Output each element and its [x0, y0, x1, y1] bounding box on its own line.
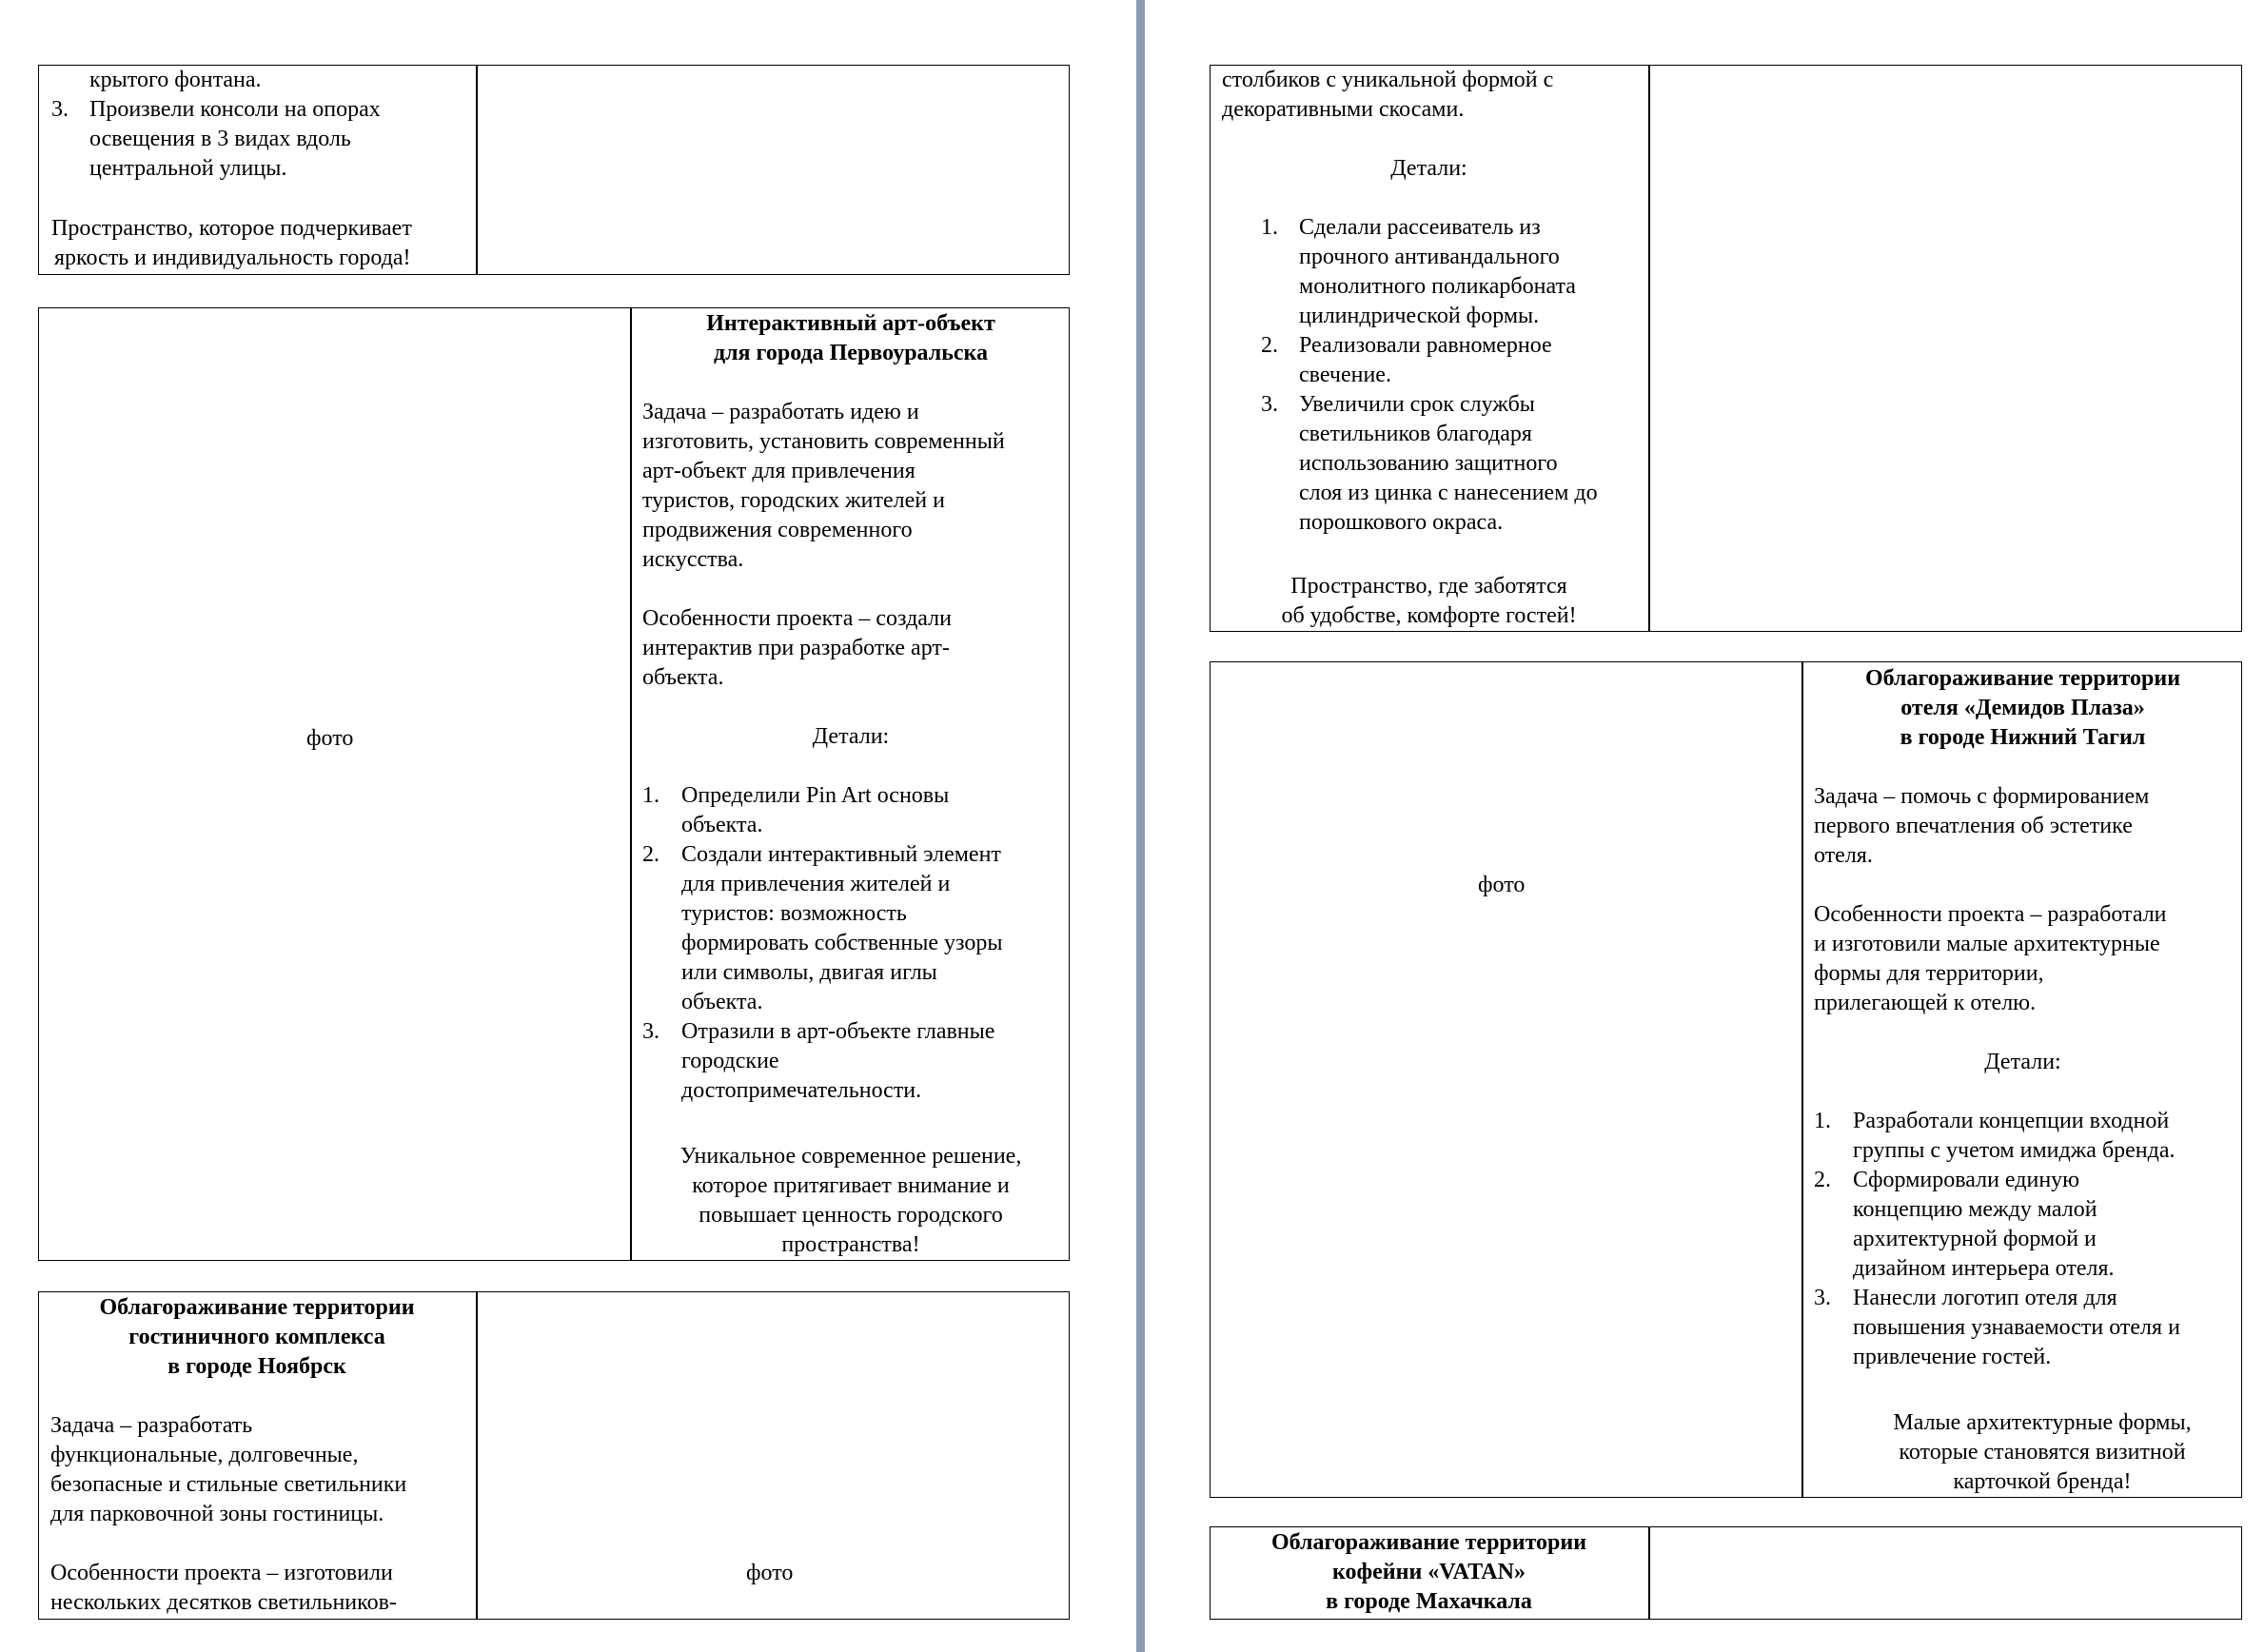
list-item-line: Создали интерактивный элемент: [681, 842, 1001, 867]
list-item-line: для привлечения жителей и: [681, 872, 951, 896]
table-2-divider: [630, 307, 632, 1261]
list-item-line: туристов: возможность: [681, 901, 907, 926]
task-line: первого впечатления об эстетике: [1814, 814, 2133, 838]
closing-line: которые становятся визитной: [1899, 1440, 2186, 1465]
list-number: 3.: [642, 1019, 660, 1044]
features-line: и изготовили малые архитектурные: [1814, 932, 2160, 956]
closing-line: Пространство, которое подчеркивает: [51, 216, 412, 241]
project-title: Облагораживание территории: [1270, 1530, 1587, 1555]
page-divider: [1136, 0, 1145, 1652]
list-item-line: свечение.: [1299, 363, 1391, 387]
features-line: нескольких десятков светильников-: [50, 1590, 397, 1615]
table-6-divider: [1648, 1526, 1650, 1620]
list-item-line: дизайном интерьера отеля.: [1853, 1256, 2115, 1281]
table-1-divider: [476, 65, 478, 275]
project-title: кофейни «VATAN»: [1332, 1560, 1526, 1584]
task-line: туристов, городских жителей и: [642, 488, 945, 513]
list-number: 2.: [642, 842, 660, 867]
task-line: арт-объект для привлечения: [642, 459, 915, 483]
list-item-line: Реализовали равномерное: [1299, 333, 1552, 358]
list-item-line: группы с учетом имиджа бренда.: [1853, 1138, 2175, 1163]
task-line: отеля.: [1814, 843, 1873, 868]
details-label: Детали:: [1390, 156, 1467, 181]
text-line: крытого фонтана.: [89, 68, 262, 92]
features-line: Особенности проекта – создали: [642, 606, 952, 631]
closing-line: повышает ценность городского: [699, 1203, 1003, 1228]
project-title: Облагораживание территории: [99, 1295, 415, 1320]
list-item-line: Увеличили срок службы: [1299, 392, 1535, 417]
list-item-line: Отразили в арт-объекте главные: [681, 1019, 995, 1044]
photo-placeholder: фото: [746, 1561, 794, 1585]
list-item-line: Определили Pin Art основы: [681, 783, 950, 808]
list-number: 2.: [1814, 1168, 1831, 1192]
text-line: Произвели консоли на опорах: [89, 97, 381, 122]
table-3-divider: [476, 1291, 478, 1620]
features-line: интерактив при разработке арт-: [642, 636, 950, 660]
list-item-line: достопримечательности.: [681, 1078, 922, 1103]
text-line: столбиков с уникальной формой с: [1222, 68, 1554, 92]
list-item-line: порошкового окраса.: [1299, 510, 1504, 535]
closing-line: пространства!: [781, 1232, 920, 1257]
list-number: 3.: [1814, 1286, 1831, 1310]
list-number: 2.: [1261, 333, 1278, 358]
project-title: в городе Махачкала: [1326, 1589, 1532, 1614]
list-item-line: повышения узнаваемости отеля и: [1853, 1315, 2180, 1340]
task-line: Задача – разработать идею и: [642, 400, 919, 424]
project-title: Облагораживание территории: [1864, 666, 2181, 691]
features-line: Особенности проекта – разработали: [1814, 902, 2167, 927]
list-item-line: объекта.: [681, 813, 763, 837]
project-title: для города Первоуральска: [713, 341, 989, 365]
features-line: формы для территории,: [1814, 961, 2044, 986]
project-title: отеля «Демидов Плаза»: [1900, 696, 2145, 720]
list-item-line: Разработали концепции входной: [1853, 1109, 2170, 1133]
task-line: искусства.: [642, 547, 744, 572]
text-line: центральной улицы.: [89, 156, 287, 181]
task-line: изготовить, установить современный: [642, 429, 1005, 454]
task-line: Задача – помочь с формированием: [1814, 784, 2150, 809]
text-line: освещения в 3 видах вдоль: [89, 127, 351, 151]
list-item-line: слоя из цинка с нанесением до: [1299, 481, 1598, 505]
list-item-line: объекта.: [681, 990, 763, 1014]
features-line: прилегающей к отелю.: [1814, 991, 2037, 1015]
list-number: 3.: [51, 97, 69, 122]
list-item-line: светильников благодаря: [1299, 422, 1532, 446]
list-item-line: городские: [681, 1049, 779, 1073]
list-item-line: Нанесли логотип отеля для: [1853, 1286, 2117, 1310]
list-item-line: архитектурной формой и: [1853, 1227, 2097, 1251]
list-item-line: цилиндрической формы.: [1299, 304, 1540, 328]
task-line: для парковочной зоны гостиницы.: [50, 1502, 384, 1526]
photo-placeholder: фото: [306, 726, 354, 751]
list-item-line: Сформировали единую: [1853, 1168, 2080, 1192]
features-line: объекта.: [642, 665, 724, 690]
list-item-line: привлечение гостей.: [1853, 1345, 2052, 1369]
text-line: декоративными скосами.: [1222, 97, 1465, 122]
project-title: гостиничного комплекса: [128, 1325, 385, 1349]
closing-line: Малые архитектурные формы,: [1893, 1410, 2192, 1435]
list-number: 1.: [642, 783, 660, 808]
closing-line: Уникальное современное решение,: [679, 1144, 1022, 1169]
list-number: 1.: [1814, 1109, 1831, 1133]
list-item-line: формировать собственные узоры: [681, 931, 1003, 955]
closing-line: Пространство, где заботятся: [1290, 574, 1567, 599]
list-item-line: или символы, двигая иглы: [681, 960, 937, 985]
list-item-line: использованию защитного: [1299, 451, 1558, 476]
project-title: Интерактивный арт-объект: [706, 311, 995, 336]
list-item-line: прочного антивандального: [1299, 245, 1560, 269]
task-line: Задача – разработать: [50, 1413, 253, 1438]
list-item-line: Сделали рассеиватель из: [1299, 215, 1541, 240]
closing-line: карточкой бренда!: [1953, 1469, 2132, 1494]
project-title: в городе Ноябрск: [167, 1354, 346, 1379]
details-label: Детали:: [1984, 1050, 2061, 1074]
list-number: 3.: [1261, 392, 1278, 417]
table-4-divider: [1648, 65, 1650, 632]
closing-line: яркость и индивидуальность города!: [54, 246, 411, 270]
photo-placeholder: фото: [1478, 873, 1526, 897]
list-number: 1.: [1261, 215, 1278, 240]
project-title: в городе Нижний Тагил: [1900, 725, 2146, 750]
task-line: продвижения современного: [642, 518, 913, 542]
closing-line: об удобстве, комфорте гостей!: [1281, 603, 1577, 628]
features-line: Особенности проекта – изготовили: [50, 1561, 393, 1585]
task-line: безопасные и стильные светильники: [50, 1472, 407, 1497]
table-5-divider: [1801, 661, 1803, 1498]
task-line: функциональные, долговечные,: [50, 1443, 359, 1467]
list-item-line: концепцию между малой: [1853, 1197, 2097, 1222]
list-item-line: монолитного поликарбоната: [1299, 274, 1576, 299]
details-label: Детали:: [812, 724, 890, 749]
closing-line: которое притягивает внимание и: [692, 1173, 1010, 1198]
